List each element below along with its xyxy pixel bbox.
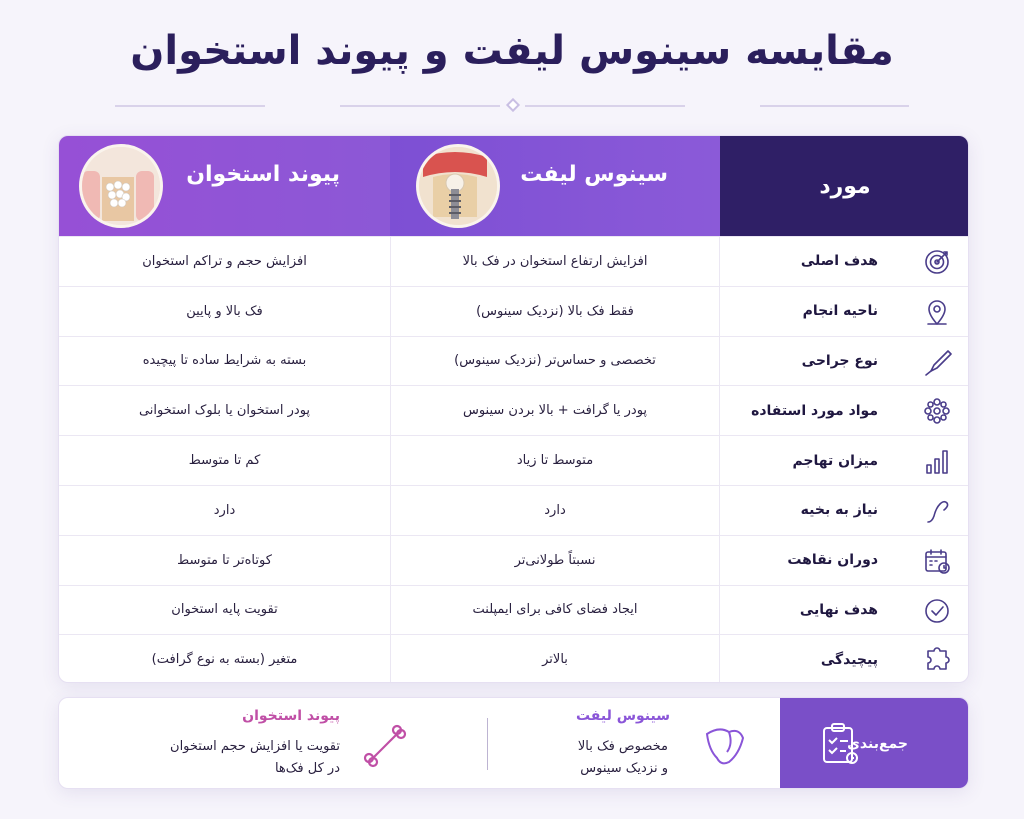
header-sinus-label: سینوس لیفت — [520, 162, 668, 187]
row-graft-cell: تقویت پایه استخوان — [171, 602, 278, 618]
header-sinus-lift — [390, 136, 720, 236]
row-item — [720, 635, 969, 683]
row-item-label: نیاز به بخیه — [800, 502, 878, 519]
header-item — [720, 136, 969, 236]
table-row — [59, 286, 969, 336]
location-pin-icon — [922, 297, 952, 327]
row-graft-cell: کوتاه‌تر تا متوسط — [177, 552, 272, 568]
header-bone-graft — [59, 136, 390, 236]
table-row — [59, 385, 969, 435]
summary-sinus-text — [528, 736, 668, 780]
row-item — [720, 386, 969, 435]
row-sinus-cell: افزایش ارتفاع استخوان در فک بالا — [390, 237, 720, 286]
row-graft-cell: فک بالا و پایین — [186, 303, 263, 319]
title-divider — [115, 100, 909, 112]
summary-sinus-line2: و نزدیک سینوس — [580, 761, 668, 776]
row-item — [720, 237, 969, 286]
summary-graft-text — [110, 736, 340, 780]
row-item-label: ناحیه انجام — [802, 303, 878, 320]
table-row — [59, 236, 969, 286]
table-row — [59, 435, 969, 485]
summary-graft-title: پیوند استخوان — [242, 708, 340, 724]
row-item — [720, 337, 969, 386]
summary-sinus-title: سینوس لیفت — [575, 708, 670, 724]
summary-graft-line2: در کل فک‌ها — [274, 761, 340, 776]
row-graft-cell: دارد — [213, 502, 236, 518]
sinus-lift-illustration — [416, 144, 500, 228]
row-item-label: دوران نقاهت — [787, 552, 878, 569]
table-header — [59, 136, 969, 236]
clipboard-checklist-icon — [820, 722, 860, 766]
row-sinus-cell: تخصصی و حساس‌تر (نزدیک سینوس) — [390, 337, 720, 386]
table-row — [59, 336, 969, 386]
row-item — [720, 586, 969, 635]
row-sinus-cell: پودر یا گرافت + بالا بردن سینوس — [390, 386, 720, 435]
header-graft-label: پیوند استخوان — [186, 162, 340, 187]
bone-graft-illustration — [79, 144, 163, 228]
row-item — [720, 536, 969, 585]
row-sinus-cell: دارد — [390, 486, 720, 535]
header-item-label: مورد — [819, 173, 871, 199]
row-item-label: نوع جراحی — [801, 352, 878, 369]
row-item-label: میزان تهاجم — [792, 452, 878, 469]
row-item-label: مواد مورد استفاده — [751, 402, 878, 419]
row-sinus-cell: بالاتر — [390, 635, 720, 683]
row-graft-cell: متغیر (بسته به نوع گرافت) — [151, 652, 298, 668]
target-icon — [922, 247, 952, 277]
comparison-table — [58, 135, 969, 683]
row-sinus-cell: نسبتاً طولانی‌تر — [390, 536, 720, 585]
table-row — [59, 585, 969, 635]
sinus-outline-icon — [699, 720, 749, 770]
calendar-clock-icon — [922, 546, 952, 576]
table-row — [59, 535, 969, 585]
row-graft-cell: کم تا متوسط — [188, 453, 261, 469]
table-row — [59, 485, 969, 535]
summary-graft-line1: تقویت یا افزایش حجم استخوان — [170, 739, 340, 754]
row-graft-cell: بسته به شرایط ساده تا پیچیده — [142, 353, 307, 369]
row-item — [720, 436, 969, 485]
page-title: مقایسه سینوس لیفت و پیوند استخوان — [130, 28, 894, 74]
puzzle-icon — [922, 645, 952, 675]
row-graft-cell: پودر استخوان یا بلوک استخوانی — [138, 403, 311, 419]
suture-icon — [922, 496, 952, 526]
row-item-label: هدف نهایی — [799, 601, 878, 618]
row-sinus-cell: ایجاد فضای کافی برای ایمپلنت — [390, 586, 720, 635]
summary-separator — [487, 718, 488, 770]
row-item-label: پیچیدگی — [820, 651, 878, 668]
bar-chart-icon — [922, 446, 952, 476]
table-row — [59, 634, 969, 683]
summary-panel — [58, 697, 969, 789]
summary-sinus-line1: مخصوص فک بالا — [577, 739, 668, 754]
row-item — [720, 486, 969, 535]
row-graft-cell: افزایش حجم و تراکم استخوان — [142, 253, 307, 269]
granules-icon — [922, 396, 952, 426]
row-item — [720, 287, 969, 336]
bone-icon — [359, 720, 411, 772]
summary-label: جمع‌بندی — [847, 736, 908, 752]
scalpel-icon — [922, 347, 952, 377]
check-circle-icon — [922, 596, 952, 626]
row-sinus-cell: فقط فک بالا (نزدیک سینوس) — [390, 287, 720, 336]
summary-header — [780, 698, 968, 788]
row-sinus-cell: متوسط تا زیاد — [390, 436, 720, 485]
row-item-label: هدف اصلی — [800, 253, 878, 270]
